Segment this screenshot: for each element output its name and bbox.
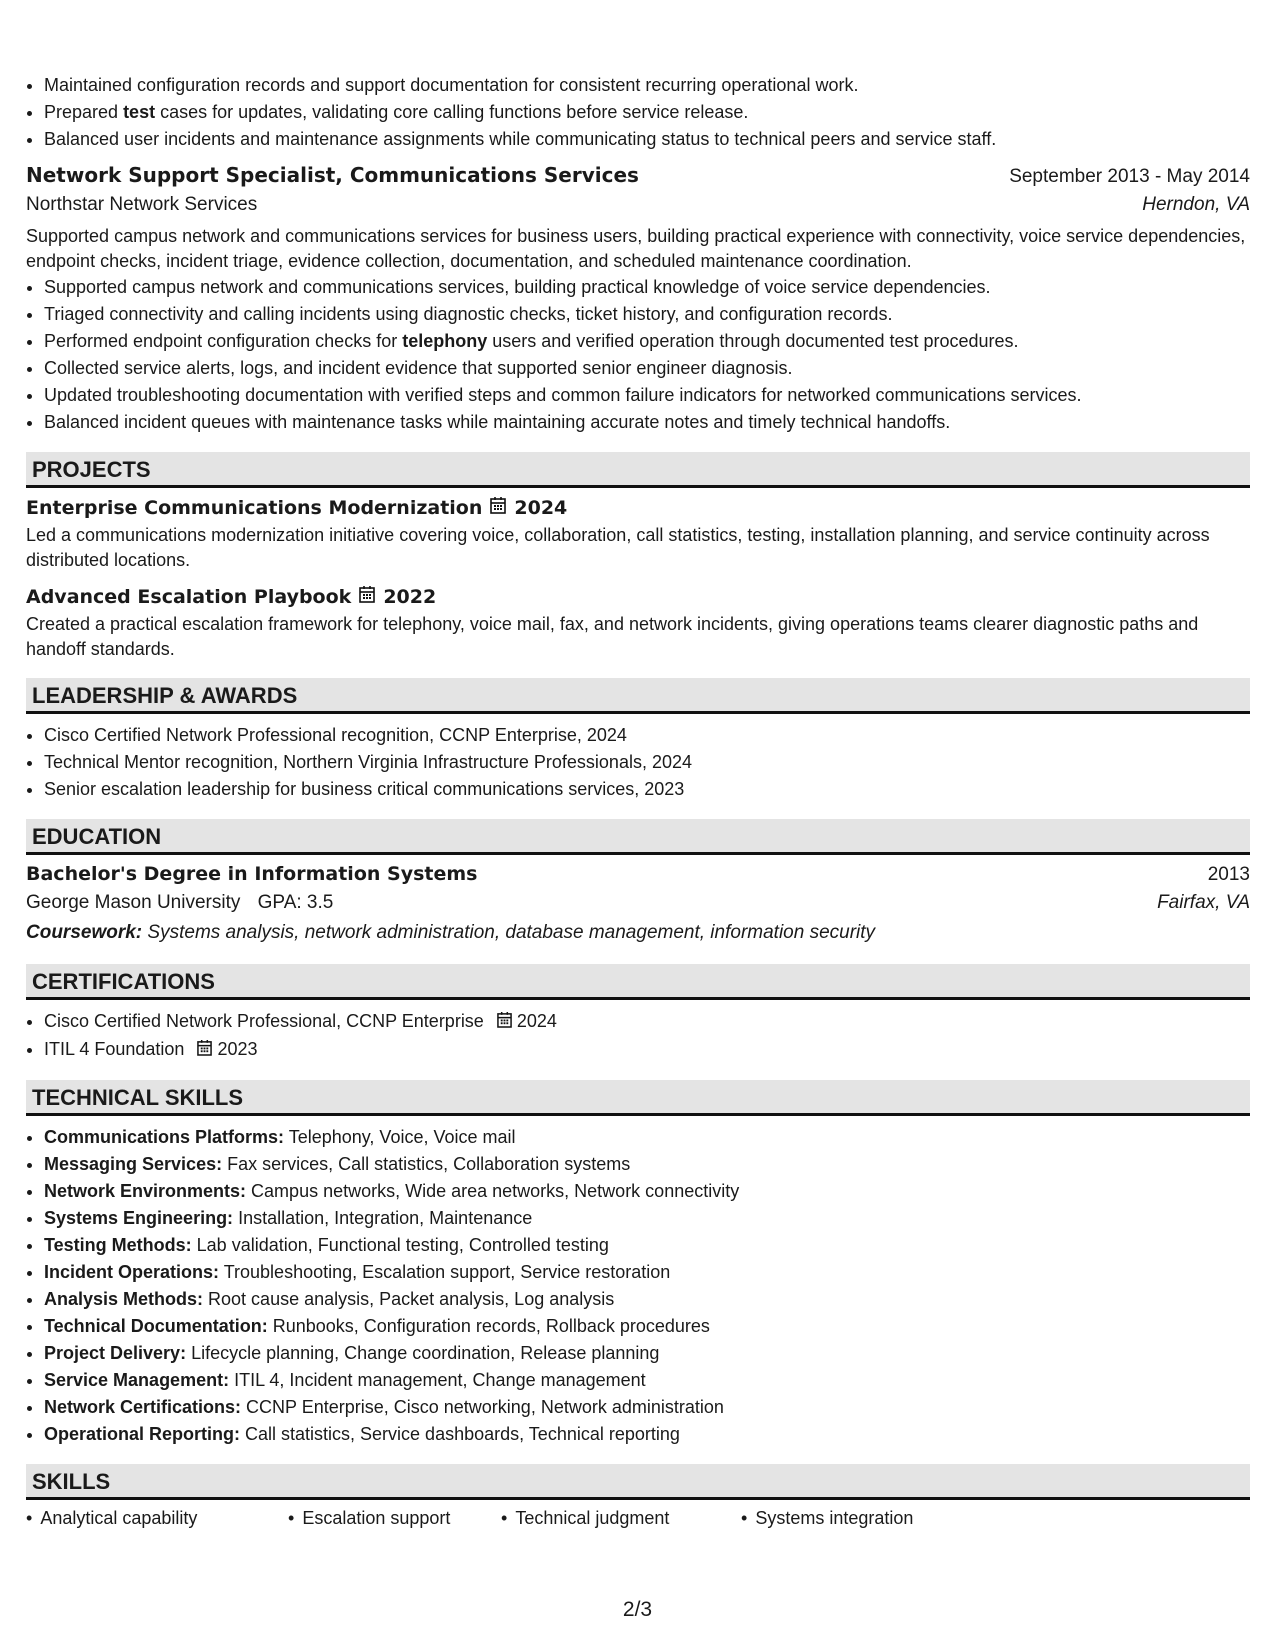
gpa: GPA: 3.5 [257,892,334,913]
certification-year: 2023 [217,1038,258,1059]
job-dates: September 2013 - May 2014 [1009,166,1250,187]
school-name: George Mason University [26,892,241,913]
project-year: 2024 [514,496,568,519]
projects-section [26,452,1250,662]
list-item: • Supported campus network and communications services, building practical knowledge of voice service dependencies. [44,274,1250,301]
coursework [26,922,1250,944]
list-item: • Operational Reporting: Call statistics, Service dashboards, Technical reporting [44,1421,1250,1448]
calendar-icon [359,585,375,608]
section-heading: TECHNICAL SKILLS [26,1080,1250,1116]
project-entry [26,585,1250,662]
list-item: • Collected service alerts, logs, and incident evidence that supported senior engineer diagnosis. [44,355,1250,382]
degree-title: Bachelor's Degree in Information Systems [26,863,478,885]
coursework-list: Systems analysis, network administration, database management, information security [142,922,876,943]
list-item: • Triaged connectivity and calling incidents using diagnostic checks, ticket history, and configuration records. [44,301,1250,328]
certification-year: 2024 [516,1011,557,1031]
list-item: • Prepared test cases for updates, validating core calling functions before service release. [44,99,1250,126]
education-section [26,819,1250,944]
previous-job-bullets [26,72,1250,153]
list-item: • Project Delivery: Lifecycle planning, Change coordination, Release planning [44,1340,1250,1367]
calendar-icon [197,1037,212,1064]
skills-section [26,1464,1250,1529]
section-heading: CERTIFICATIONS [26,964,1250,1000]
list-item: • Cisco Certified Network Professional recognition, CCNP Enterprise, 2024 [44,722,1250,749]
list-item: • Testing Methods: Lab validation, Functional testing, Controlled testing [44,1232,1250,1259]
skill-item: • Analytical capability [26,1507,198,1528]
list-item: • Service Management: ITIL 4, Incident management, Change management [44,1367,1250,1394]
project-year: 2022 [383,585,437,608]
list-item: • Senior escalation leadership for business critical communications services, 2023 [44,776,1250,803]
job-summary: Supported campus network and communications services for business users, building practical experience with connectivity, voice service dependencies, endpoint checks, incident triage, evidence collection, documentation, and scheduled maintenance coordination. [26,226,1246,271]
list-item: • Technical Mentor recognition, Northern Virginia Infrastructure Professionals, 2024 [44,749,1250,776]
calendar-icon [490,496,506,519]
list-item: • Balanced user incidents and maintenance assignments while communicating status to technical peers and service staff. [44,126,1250,153]
project-title: Enterprise Communications Modernization [26,496,483,519]
leadership-section [26,678,1250,803]
job-bullets [26,274,1250,436]
project-description: Created a practical escalation framework for telephony, voice mail, fax, and network incidents, giving operations teams clearer diagnostic paths and handoff standards. [26,614,1199,659]
section-heading: LEADERSHIP & AWARDS [26,678,1250,714]
project-entry [26,496,1250,573]
graduation-year: 2013 [1207,864,1250,885]
list-item [44,1008,1250,1036]
section-heading: EDUCATION [26,819,1250,855]
list-item: • Communications Platforms: Telephony, Voice, Voice mail [44,1124,1250,1151]
job-location: Herndon, VA [1142,194,1250,215]
list-item: • Updated troubleshooting documentation with verified steps and common failure indicators for networked communications services. [44,382,1250,409]
list-item: • Messaging Services: Fax services, Call statistics, Collaboration systems [44,1151,1250,1178]
section-heading: PROJECTS [26,452,1250,488]
list-item: • Network Environments: Campus networks, Wide area networks, Network connectivity [44,1178,1250,1205]
company-name: Northstar Network Services [26,194,258,215]
list-item: • Performed endpoint configuration checks for telephony users and verified operation through documented test procedures. [44,328,1250,355]
certifications-section [26,964,1250,1064]
certification-name: ITIL 4 Foundation [44,1038,185,1059]
list-item: • Technical Documentation: Runbooks, Configuration records, Rollback procedures [44,1313,1250,1340]
skill-item: • Systems integration [741,1507,914,1528]
school-location: Fairfax, VA [1157,892,1250,913]
page-number: 2/3 [622,1598,653,1621]
project-description: Led a communications modernization initiative covering voice, collaboration, call statistics, testing, installation planning, and service continuity across distributed locations. [26,525,1210,570]
certification-name: Cisco Certified Network Professional, CCNP Enterprise [44,1011,484,1031]
section-heading: SKILLS [26,1464,1250,1500]
calendar-icon [497,1009,512,1036]
list-item: • Incident Operations: Troubleshooting, Escalation support, Service restoration [44,1259,1250,1286]
resume-page [26,72,1250,1529]
job-title: Network Support Specialist, Communications Services [26,163,639,187]
list-item: • Systems Engineering: Installation, Integration, Maintenance [44,1205,1250,1232]
skill-item: • Escalation support [288,1507,451,1528]
coursework-label: Coursework: [26,922,143,943]
list-item: • Balanced incident queues with maintenance tasks while maintaining accurate notes and timely technical handoffs. [44,409,1250,436]
list-item: • Analysis Methods: Root cause analysis, Packet analysis, Log analysis [44,1286,1250,1313]
project-title: Advanced Escalation Playbook [26,585,352,608]
skill-item: • Technical judgment [501,1507,670,1528]
job-entry [26,163,1250,436]
list-item: • Network Certifications: CCNP Enterprise, Cisco networking, Network administration [44,1394,1250,1421]
list-item [44,1036,1250,1064]
list-item: • Maintained configuration records and support documentation for consistent recurring operational work. [44,72,1250,99]
technical-skills-section [26,1080,1250,1448]
